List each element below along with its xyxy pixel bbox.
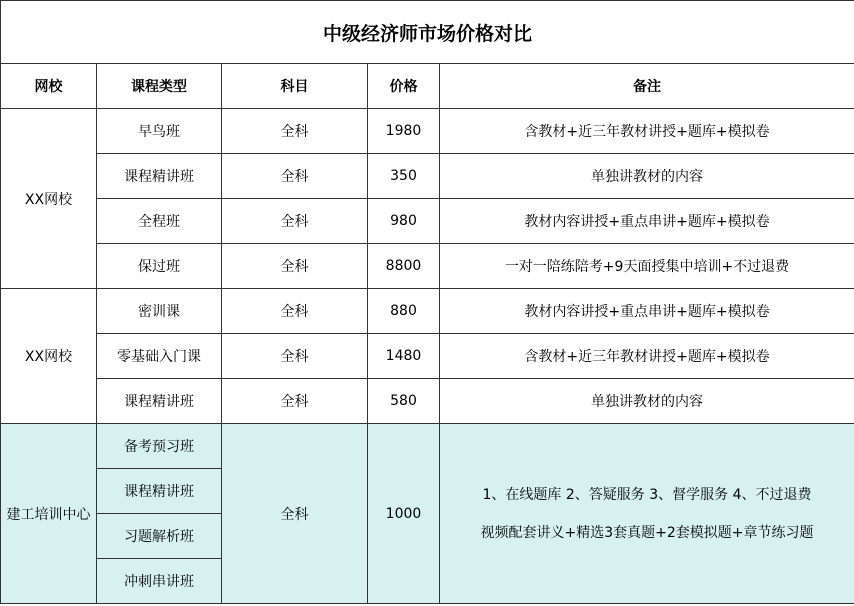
course-cell: 习题解析班: [97, 514, 222, 559]
header-price: 价格: [368, 64, 440, 109]
course-cell: 早鸟班: [97, 109, 222, 154]
remark-cell: 教材内容讲授+重点串讲+题库+模拟卷: [440, 289, 854, 334]
remark-cell: 单独讲教材的内容: [440, 379, 854, 424]
price-cell: 580: [368, 379, 440, 424]
course-cell: 课程精讲班: [97, 154, 222, 199]
table-row: [1, 424, 854, 469]
course-cell: 备考预习班: [97, 424, 222, 469]
subject-cell: 全科: [222, 154, 368, 199]
subject-cell: 全科: [222, 334, 368, 379]
course-cell: 密训课: [97, 289, 222, 334]
header-course-type: 课程类型: [97, 64, 222, 109]
subject-cell: 全科: [222, 244, 368, 289]
price-cell: 8800: [368, 244, 440, 289]
table-row: [1, 154, 854, 199]
remark-line: 视频配套讲义+精选3套真题+2套模拟题+章节练习题: [480, 524, 814, 541]
table-title: 中级经济师市场价格对比: [1, 1, 854, 64]
remark-cell: 单独讲教材的内容: [440, 154, 854, 199]
table-row: [1, 199, 854, 244]
remark-cell: 含教材+近三年教材讲授+题库+模拟卷: [440, 334, 854, 379]
school-cell: 建工培训中心: [1, 424, 97, 604]
price-cell: 350: [368, 154, 440, 199]
header-school: 网校: [1, 64, 97, 109]
remark-cell: 一对一陪练陪考+9天面授集中培训+不过退费: [440, 244, 854, 289]
price-cell: 880: [368, 289, 440, 334]
table-row: [1, 244, 854, 289]
course-cell: 课程精讲班: [97, 469, 222, 514]
header-remark: 备注: [440, 64, 854, 109]
subject-cell: 全科: [222, 379, 368, 424]
subject-cell: 全科: [222, 289, 368, 334]
course-cell: 冲刺串讲班: [97, 559, 222, 604]
table-row: [1, 379, 854, 424]
subject-cell: 全科: [222, 424, 368, 604]
school-cell: XX网校: [1, 289, 97, 424]
table-row: [1, 289, 854, 334]
table-row: [1, 109, 854, 154]
school-cell: XX网校: [1, 109, 97, 289]
price-cell: 1480: [368, 334, 440, 379]
remark-cell: 含教材+近三年教材讲授+题库+模拟卷: [440, 109, 854, 154]
remark-cell: [440, 424, 854, 604]
header-subject: 科目: [222, 64, 368, 109]
price-cell: 980: [368, 199, 440, 244]
course-cell: 零基础入门课: [97, 334, 222, 379]
remark-cell: 教材内容讲授+重点串讲+题库+模拟卷: [440, 199, 854, 244]
price-cell: 1980: [368, 109, 440, 154]
subject-cell: 全科: [222, 109, 368, 154]
course-cell: 课程精讲班: [97, 379, 222, 424]
course-cell: 保过班: [97, 244, 222, 289]
course-cell: 全程班: [97, 199, 222, 244]
table-row: [1, 334, 854, 379]
remark-line: 1、在线题库 2、答疑服务 3、督学服务 4、不过退费: [482, 486, 812, 503]
price-cell: 1000: [368, 424, 440, 604]
subject-cell: 全科: [222, 199, 368, 244]
